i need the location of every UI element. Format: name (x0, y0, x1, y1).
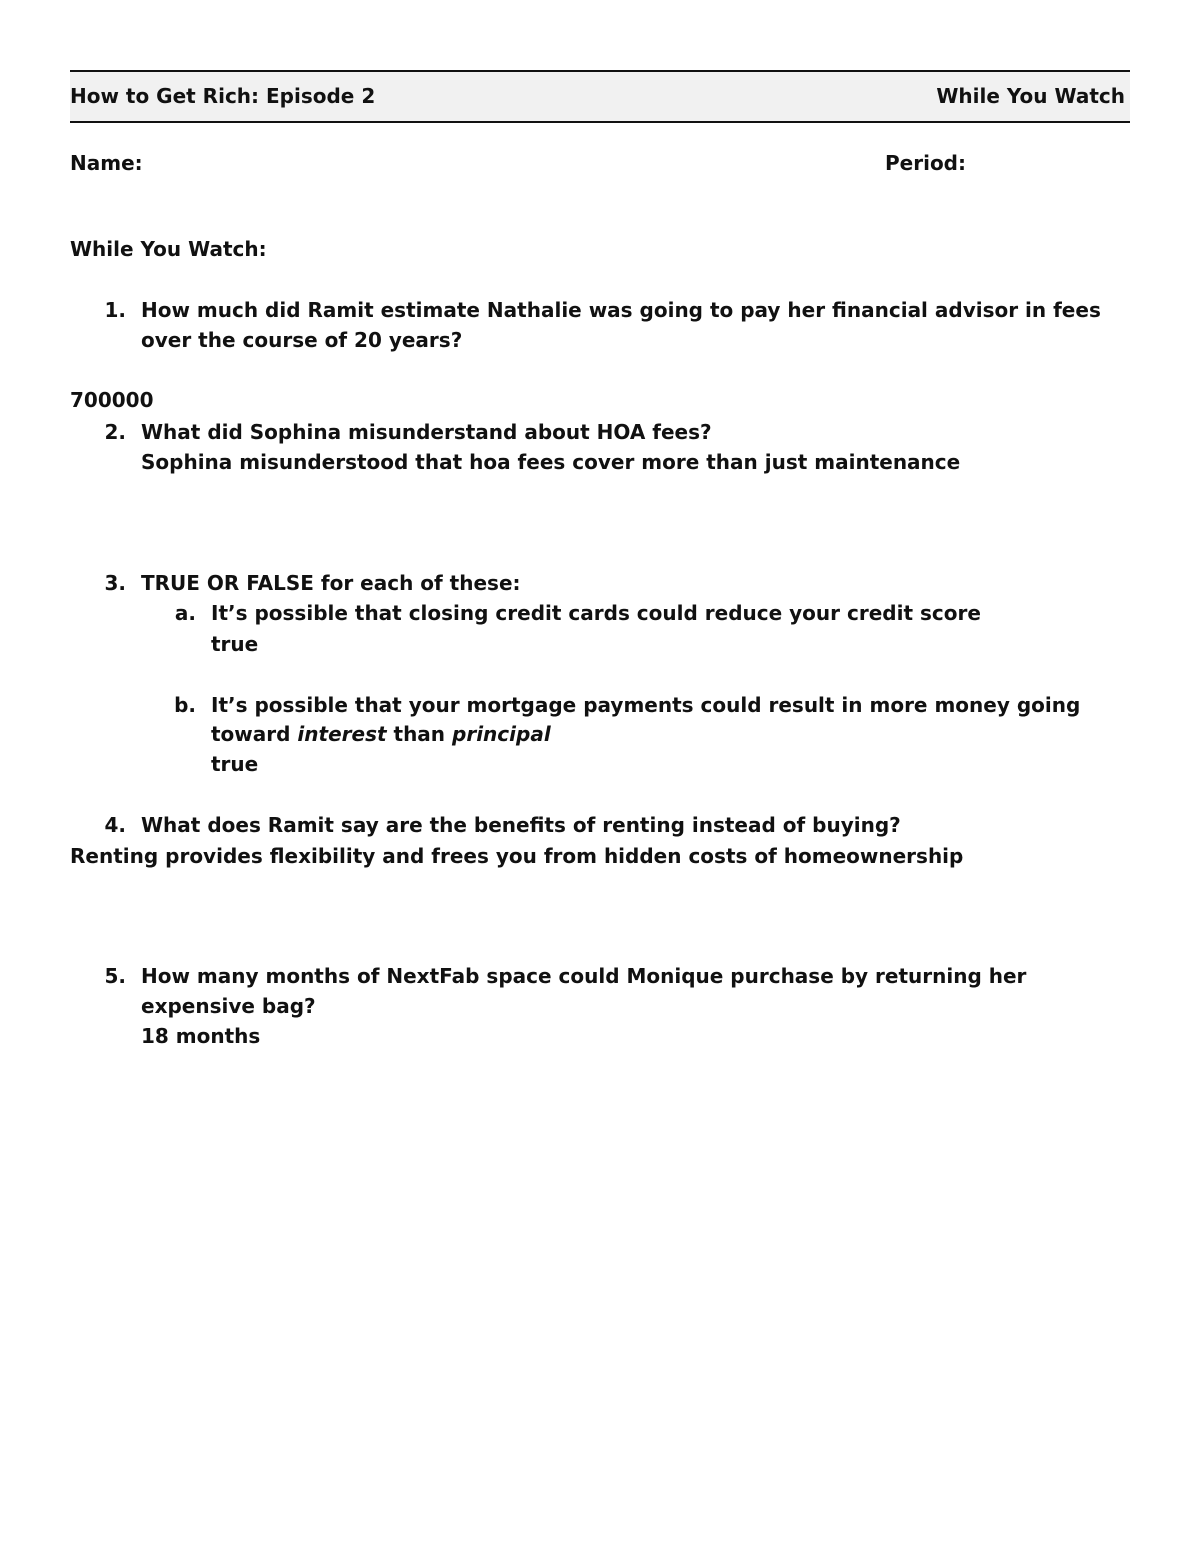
question-number: 5. (104, 964, 126, 988)
question-number: 1. (104, 298, 126, 322)
question-text: How much did Ramit estimate Nathalie was going to pay her financial advisor in fees (141, 298, 1101, 322)
text-run: toward (211, 722, 298, 746)
question-text: How many months of NextFab space could Monique purchase by returning her (141, 964, 1027, 988)
question-text: What did Sophina misunderstand about HOA fees? (141, 420, 712, 444)
sub-question-text-continued (211, 722, 551, 746)
question-number: 2. (104, 420, 126, 444)
answer-text: Sophina misunderstood that hoa fees cover more than just maintenance (141, 450, 961, 474)
emphasis-interest: interest (297, 722, 387, 746)
section-label: While You Watch (936, 84, 1125, 108)
question-text-continued: over the course of 20 years? (141, 328, 463, 352)
document-title: How to Get Rich: Episode 2 (70, 84, 376, 108)
question-text-continued: expensive bag? (141, 994, 316, 1018)
answer-text: true (211, 752, 259, 776)
answer-text: 18 months (141, 1024, 261, 1048)
question-number: 3. (104, 571, 126, 595)
question-text: TRUE OR FALSE for each of these: (141, 571, 521, 595)
header-bottom-rule (70, 121, 1130, 123)
answer-text: 700000 (70, 388, 154, 412)
answer-text: true (211, 632, 259, 656)
question-text: What does Ramit say are the benefits of renting instead of buying? (141, 813, 901, 837)
sub-question-text: It’s possible that your mortgage payments could result in more money going (211, 693, 1081, 717)
question-number: 4. (104, 813, 126, 837)
sub-question-letter: a. (174, 601, 196, 625)
emphasis-principal: principal (452, 722, 551, 746)
header-top-rule (70, 70, 1130, 72)
sub-question-letter: b. (174, 693, 196, 717)
name-label: Name: (70, 151, 143, 175)
text-run: than (386, 722, 453, 746)
period-label: Period: (885, 151, 966, 175)
answer-text: Renting provides flexibility and frees you from hidden costs of homeownership (70, 844, 964, 868)
sub-question-text: It’s possible that closing credit cards could reduce your credit score (211, 601, 981, 625)
section-heading: While You Watch: (70, 237, 267, 261)
